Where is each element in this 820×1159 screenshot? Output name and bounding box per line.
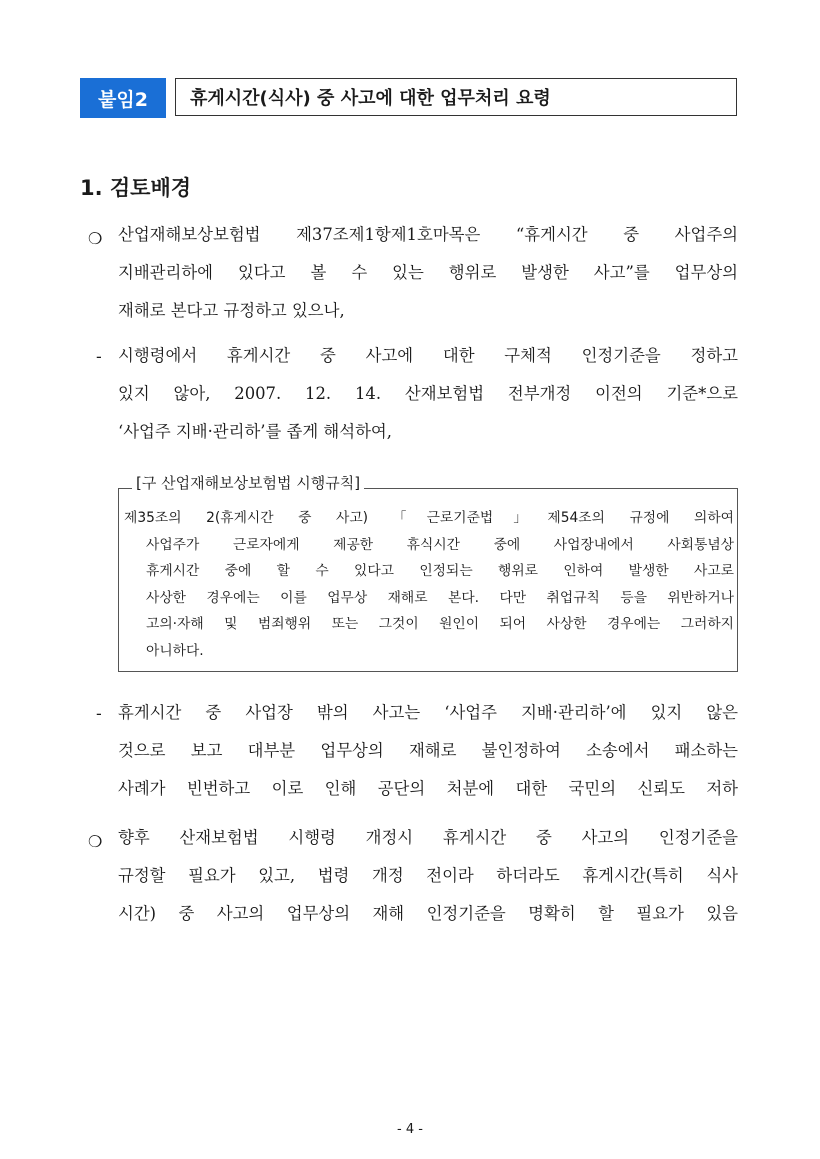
bullet-circle-icon: ❍ xyxy=(88,832,103,851)
paragraph-line: 휴게시간 중 사업장 밖의 사고는 ‘사업주 지배·관리하’에 있지 않은 xyxy=(118,703,738,722)
paragraph-line: 산업재해보상보험법 제37조제1항제1호마목은 “휴게시간 중 사업주의 xyxy=(118,225,738,244)
reference-line: 사상한 경우에는 이를 업무상 재해로 본다. 다만 취업규칙 등을 위반하거나 xyxy=(146,589,734,606)
paragraph-4 xyxy=(118,819,738,933)
paragraph-1 xyxy=(118,216,738,330)
section-heading: 1. 검토배경 xyxy=(80,176,192,200)
bullet-circle-icon: ❍ xyxy=(88,229,103,248)
paragraph-line: ‘사업주 지배·관리하’를 좁게 해석하여, xyxy=(118,422,392,441)
attachment-badge: 붙임2 xyxy=(80,78,166,118)
paragraph-3 xyxy=(118,694,738,808)
paragraph-line: 시간) 중 사고의 업무상의 재해 인정기준을 명확히 할 필요가 있음 xyxy=(118,904,738,923)
reference-line: 휴게시간 중에 할 수 있다고 인정되는 행위로 인하여 발생한 사고로 xyxy=(146,563,734,579)
dash-marker: - xyxy=(96,347,102,367)
reference-line: 사업주가 근로자에게 제공한 휴식시간 중에 사업장내에서 사회통념상 xyxy=(146,536,734,553)
reference-line: 아니하다. xyxy=(146,642,204,659)
paragraph-line: 재해로 본다고 규정하고 있으나, xyxy=(118,301,345,320)
paragraph-line: 있지 않아, 2007. 12. 14. 산재보험법 전부개정 이전의 기준*으로 xyxy=(118,384,738,403)
paragraph-line: 지배관리하에 있다고 볼 수 있는 행위로 발생한 사고”를 업무상의 xyxy=(118,263,738,282)
reference-line: 제35조의 2(휴게시간 중 사고) 「근로기준법」제54조의 규정에 의하여 xyxy=(124,510,734,526)
reference-body xyxy=(124,505,734,664)
paragraph-line: 향후 산재보험법 시행령 개정시 휴게시간 중 사고의 인정기준을 xyxy=(118,828,738,847)
dash-marker: - xyxy=(96,704,102,724)
reference-title: [구 산업재해보상보험법 시행규칙] xyxy=(132,472,364,493)
page-number: - 4 - xyxy=(397,1122,423,1137)
paragraph-line: 것으로 보고 대부분 업무상의 재해로 불인정하여 소송에서 패소하는 xyxy=(118,741,738,760)
document-title-box xyxy=(175,78,737,116)
paragraph-line: 사례가 빈번하고 이로 인해 공단의 처분에 대한 국민의 신뢰도 저하 xyxy=(118,779,738,798)
paragraph-line: 시행령에서 휴게시간 중 사고에 대한 구체적 인정기준을 정하고 xyxy=(118,346,738,365)
reference-line: 고의·자해 및 범죄행위 또는 그것이 원인이 되어 사상한 경우에는 그러하지 xyxy=(146,616,734,632)
document-title: 휴게시간(식사) 중 사고에 대한 업무처리 요령 xyxy=(190,88,551,109)
paragraph-line: 규정할 필요가 있고, 법령 개정 전이라 하더라도 휴게시간(특히 식사 xyxy=(118,866,738,885)
paragraph-2 xyxy=(118,337,738,451)
